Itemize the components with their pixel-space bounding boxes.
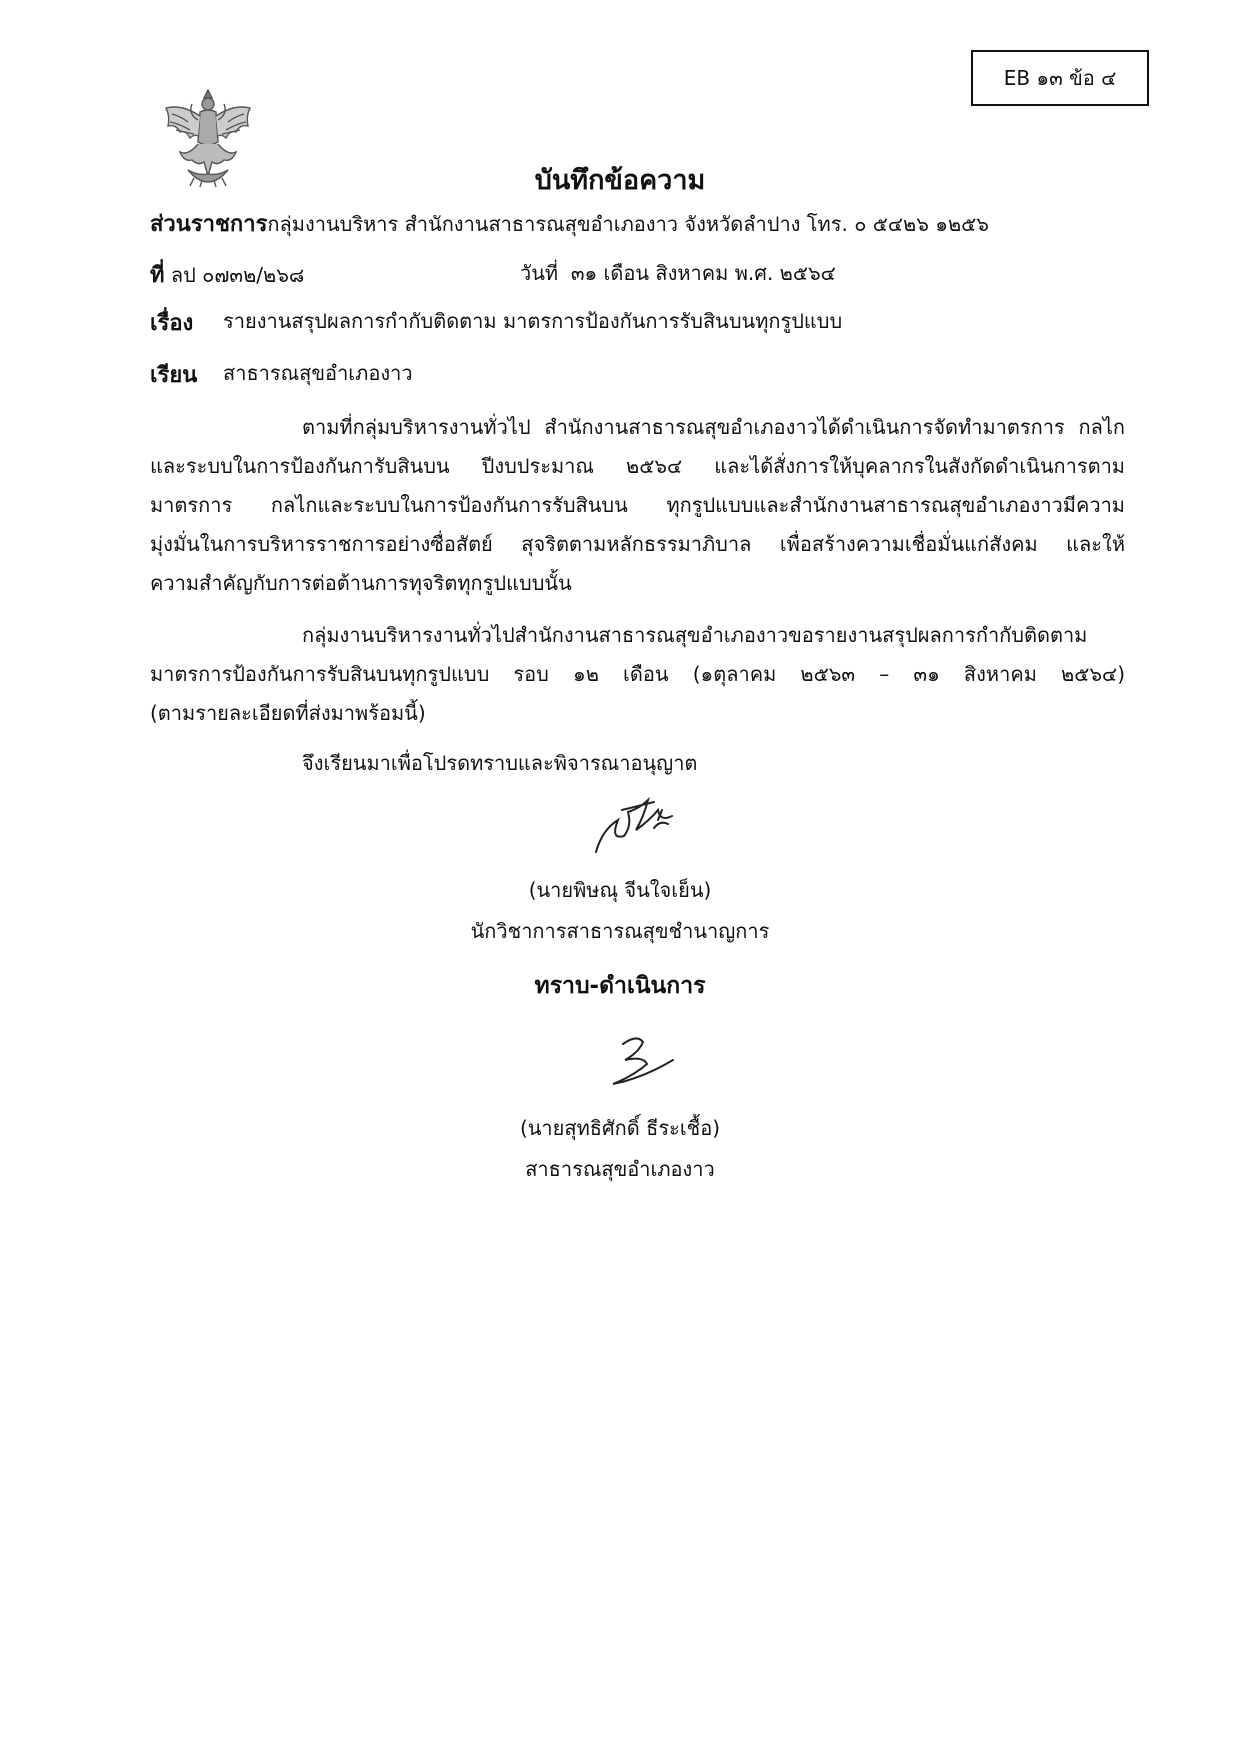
to-value: สาธารณสุขอำเภองาว <box>223 361 413 385</box>
date-label: วันที่ <box>520 261 559 285</box>
paragraph-line: ตามที่กลุ่มบริหารงานทั่วไป สำนักงานสาธารณสุขอำเภองาวได้ดำเนินการจัดทำมาตรการ กลไก <box>302 415 1125 439</box>
subject-label: เรื่อง <box>150 311 194 336</box>
number-label: ที่ <box>150 263 165 288</box>
closing-line: จึงเรียนมาเพื่อโปรดทราบและพิจารณาอนุญาต <box>302 751 698 775</box>
signer-1-position: นักวิชาการสาธารณสุขชำนาญการ <box>470 919 770 943</box>
signer-2-position: สาธารณสุขอำเภองาว <box>525 1157 715 1181</box>
agency-label: ส่วนราชการ <box>150 212 268 237</box>
reference-code-box: EB ๑๓ ข้อ ๔ <box>971 50 1149 106</box>
date-value: ๓๑ เดือน สิงหาคม พ.ศ. ๒๕๖๔ <box>570 261 836 285</box>
paragraph-line: (ตามรายละเอียดที่ส่งมาพร้อมนี้) <box>150 701 426 725</box>
approval-text: ทราบ-ดำเนินการ <box>534 973 706 999</box>
signature-1-icon <box>588 790 680 860</box>
paragraph-line: มาตรการป้องกันการรับสินบนทุกรูปแบบ รอบ ๑๒ เดือน (๑ตุลาคม ๒๕๖๓ – ๓๑ สิงหาคม ๒๕๖๔) <box>150 662 1125 686</box>
number-value: ลป ๐๗๓๒/๒๖๘ <box>170 263 305 287</box>
paragraph-line: ความสำคัญกับการต่อต้านการทุจริตทุกรูปแบบนั้น <box>150 571 572 595</box>
paragraph-line: กลุ่มงานบริหารงานทั่วไปสำนักงานสาธารณสุขอำเภองาวขอรายงานสรุปผลการกำกับติดตาม <box>302 623 1088 647</box>
body-paragraph-1 <box>150 408 1125 603</box>
body-paragraph-2 <box>150 616 1125 733</box>
paragraph-line: มาตรการ กลไกและระบบในการป้องกันการรับสินบน ทุกรูปแบบและสำนักงานสาธารณสุขอำเภองาวมีความ <box>150 493 1125 517</box>
date-line <box>520 257 836 289</box>
signer-1-name: (นายพิษณุ จีนใจเย็น) <box>528 878 712 902</box>
signer-2-name: (นายสุทธิศักดิ์ ธีระเชื้อ) <box>519 1116 721 1140</box>
memo-title: บันทึกข้อความ <box>534 165 706 196</box>
number-line <box>150 257 304 292</box>
to-label: เรียน <box>150 363 198 388</box>
to-line <box>150 357 197 392</box>
paragraph-line: มุ่งมั่นในการบริหารราชการอย่างซื่อสัตย์ สุจริตตามหลักธรรมาภิบาล เพื่อสร้างความเชื่อมั่นแก่สังคม และให้ <box>150 532 1125 556</box>
subject-line <box>150 305 193 340</box>
paragraph-line: และระบบในการป้องกันการับสินบน ปีงบประมาณ ๒๕๖๔ และได้สั่งการให้บุคลากรในสังกัดดำเนินการตาม <box>150 454 1125 478</box>
subject-value: รายงานสรุปผลการกำกับติดตาม มาตรการป้องกันการรับสินบนทุกรูปแบบ <box>223 309 843 333</box>
agency-value: กลุ่มงานบริหาร สำนักงานสาธารณสุขอำเภองาว จังหวัดลำปาง โทร. ๐ ๕๔๒๖ ๑๒๕๖ <box>267 212 989 236</box>
signature-2-icon <box>603 1030 679 1092</box>
agency-line <box>150 206 989 241</box>
